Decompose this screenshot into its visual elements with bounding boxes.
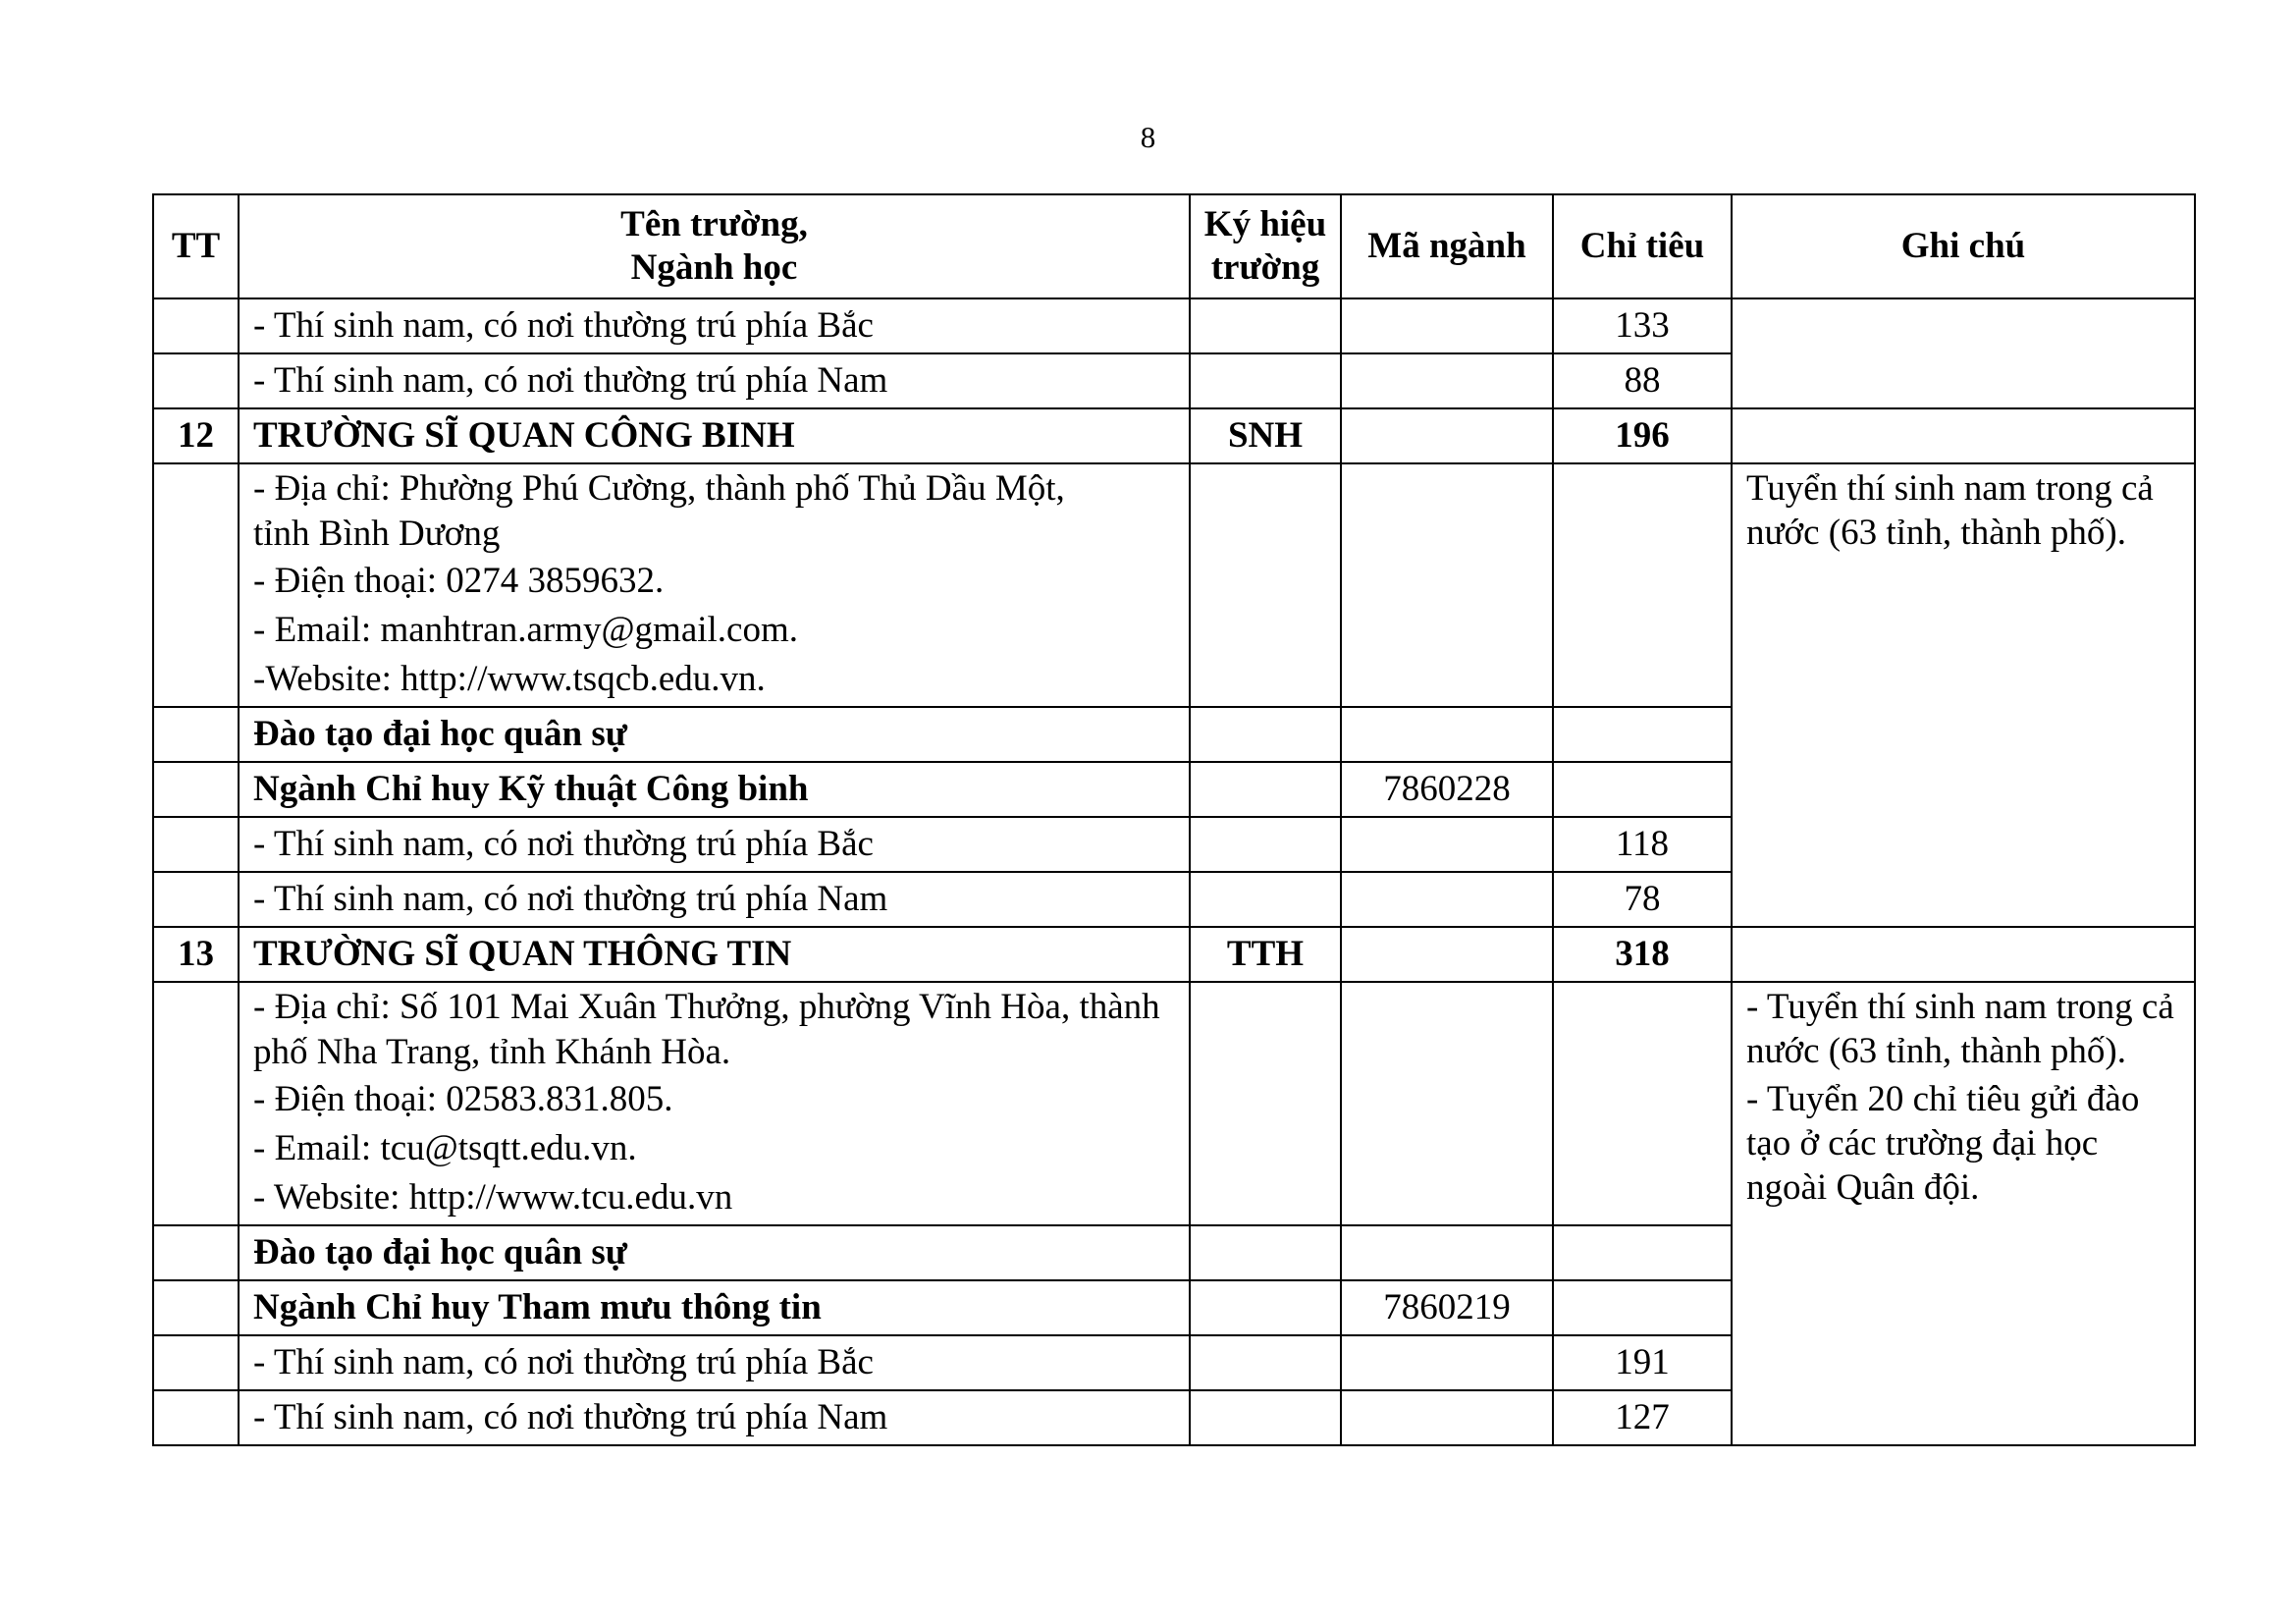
row-quota: 133 bbox=[1553, 298, 1732, 353]
col-header-symbol-line2: trường bbox=[1210, 247, 1320, 288]
school-name: TRƯỜNG SĨ QUAN THÔNG TIN bbox=[239, 927, 1190, 982]
school-symbol: TTH bbox=[1190, 927, 1341, 982]
school-symbol: SNH bbox=[1190, 408, 1341, 463]
note-cell bbox=[1732, 298, 2195, 408]
col-header-code: Mã ngành bbox=[1341, 194, 1553, 298]
school-address-line2: phố Nha Trang, tỉnh Khánh Hòa. bbox=[253, 1032, 731, 1072]
training-type: Đào tạo đại học quân sự bbox=[239, 1225, 1190, 1280]
row-quota: 127 bbox=[1553, 1390, 1732, 1445]
row-text: - Thí sinh nam, có nơi thường trú phía Bắc bbox=[239, 298, 1190, 353]
school-tt: 12 bbox=[153, 408, 239, 463]
col-header-tt: TT bbox=[153, 194, 239, 298]
school-note-a-line2: nước (63 tỉnh, thành phố). bbox=[1746, 1031, 2126, 1071]
school-tt: 13 bbox=[153, 927, 239, 982]
training-type: Đào tạo đại học quân sự bbox=[239, 707, 1190, 762]
major-code: 7860228 bbox=[1341, 762, 1553, 817]
school-address-line1: - Địa chỉ: Số 101 Mai Xuân Thưởng, phường Vĩnh Hòa, thành bbox=[253, 987, 1160, 1027]
table-header-row bbox=[153, 194, 2195, 298]
major-name: Ngành Chỉ huy Tham mưu thông tin bbox=[239, 1280, 1190, 1335]
school-website: -Website: http://www.tsqcb.edu.vn. bbox=[253, 659, 766, 699]
school-row bbox=[153, 927, 2195, 982]
col-header-name-line2: Ngành học bbox=[630, 247, 798, 288]
row-quota: 88 bbox=[1553, 353, 1732, 408]
school-website: - Website: http://www.tcu.edu.vn bbox=[253, 1177, 733, 1218]
row-text: - Thí sinh nam, có nơi thường trú phía Bắc bbox=[239, 1335, 1190, 1390]
school-quota: 196 bbox=[1553, 408, 1732, 463]
row-quota: 78 bbox=[1553, 872, 1732, 927]
col-header-name-line1: Tên trường, bbox=[620, 204, 808, 244]
row-quota: 191 bbox=[1553, 1335, 1732, 1390]
school-note-b-line2: tạo ở các trường đại học bbox=[1746, 1123, 2099, 1164]
row-text: - Thí sinh nam, có nơi thường trú phía Bắc bbox=[239, 817, 1190, 872]
col-header-quota: Chỉ tiêu bbox=[1553, 194, 1732, 298]
row-quota: 118 bbox=[1553, 817, 1732, 872]
school-note bbox=[1732, 982, 2195, 1445]
school-quota: 318 bbox=[1553, 927, 1732, 982]
table-row bbox=[153, 298, 2195, 353]
school-note bbox=[1732, 463, 2195, 927]
school-note-line2: nước (63 tỉnh, thành phố). bbox=[1746, 513, 2126, 553]
col-header-note: Ghi chú bbox=[1732, 194, 2195, 298]
school-address-line1: - Địa chỉ: Phường Phú Cường, thành phố Thủ Dầu Một, bbox=[253, 468, 1065, 509]
row-text: - Thí sinh nam, có nơi thường trú phía Nam bbox=[239, 872, 1190, 927]
school-note-a-line1: - Tuyển thí sinh nam trong cả bbox=[1746, 987, 2174, 1027]
major-code: 7860219 bbox=[1341, 1280, 1553, 1335]
school-address-line2: tỉnh Bình Dương bbox=[253, 514, 501, 554]
school-info-row bbox=[153, 463, 2195, 707]
school-note-b-line3: ngoài Quân đội. bbox=[1746, 1167, 1980, 1208]
school-phone: - Điện thoại: 0274 3859632. bbox=[253, 561, 665, 601]
school-row bbox=[153, 408, 2195, 463]
school-info bbox=[239, 463, 1190, 707]
school-name: TRƯỜNG SĨ QUAN CÔNG BINH bbox=[239, 408, 1190, 463]
major-name: Ngành Chỉ huy Kỹ thuật Công binh bbox=[239, 762, 1190, 817]
page-number: 8 bbox=[1140, 120, 1156, 154]
school-note-line1: Tuyển thí sinh nam trong cả bbox=[1746, 468, 2154, 509]
col-header-name bbox=[239, 194, 1190, 298]
school-email: - Email: tcu@tsqtt.edu.vn. bbox=[253, 1128, 637, 1168]
col-header-symbol bbox=[1190, 194, 1341, 298]
school-email: - Email: manhtran.army@gmail.com. bbox=[253, 610, 798, 650]
row-text: - Thí sinh nam, có nơi thường trú phía Nam bbox=[239, 1390, 1190, 1445]
row-text: - Thí sinh nam, có nơi thường trú phía Nam bbox=[239, 353, 1190, 408]
school-info-row bbox=[153, 982, 2195, 1225]
school-note-b-line1: - Tuyển 20 chỉ tiêu gửi đào bbox=[1746, 1079, 2140, 1119]
admission-table bbox=[152, 193, 2196, 1446]
col-header-symbol-line1: Ký hiệu bbox=[1203, 204, 1327, 244]
school-info bbox=[239, 982, 1190, 1225]
school-phone: - Điện thoại: 02583.831.805. bbox=[253, 1079, 673, 1119]
